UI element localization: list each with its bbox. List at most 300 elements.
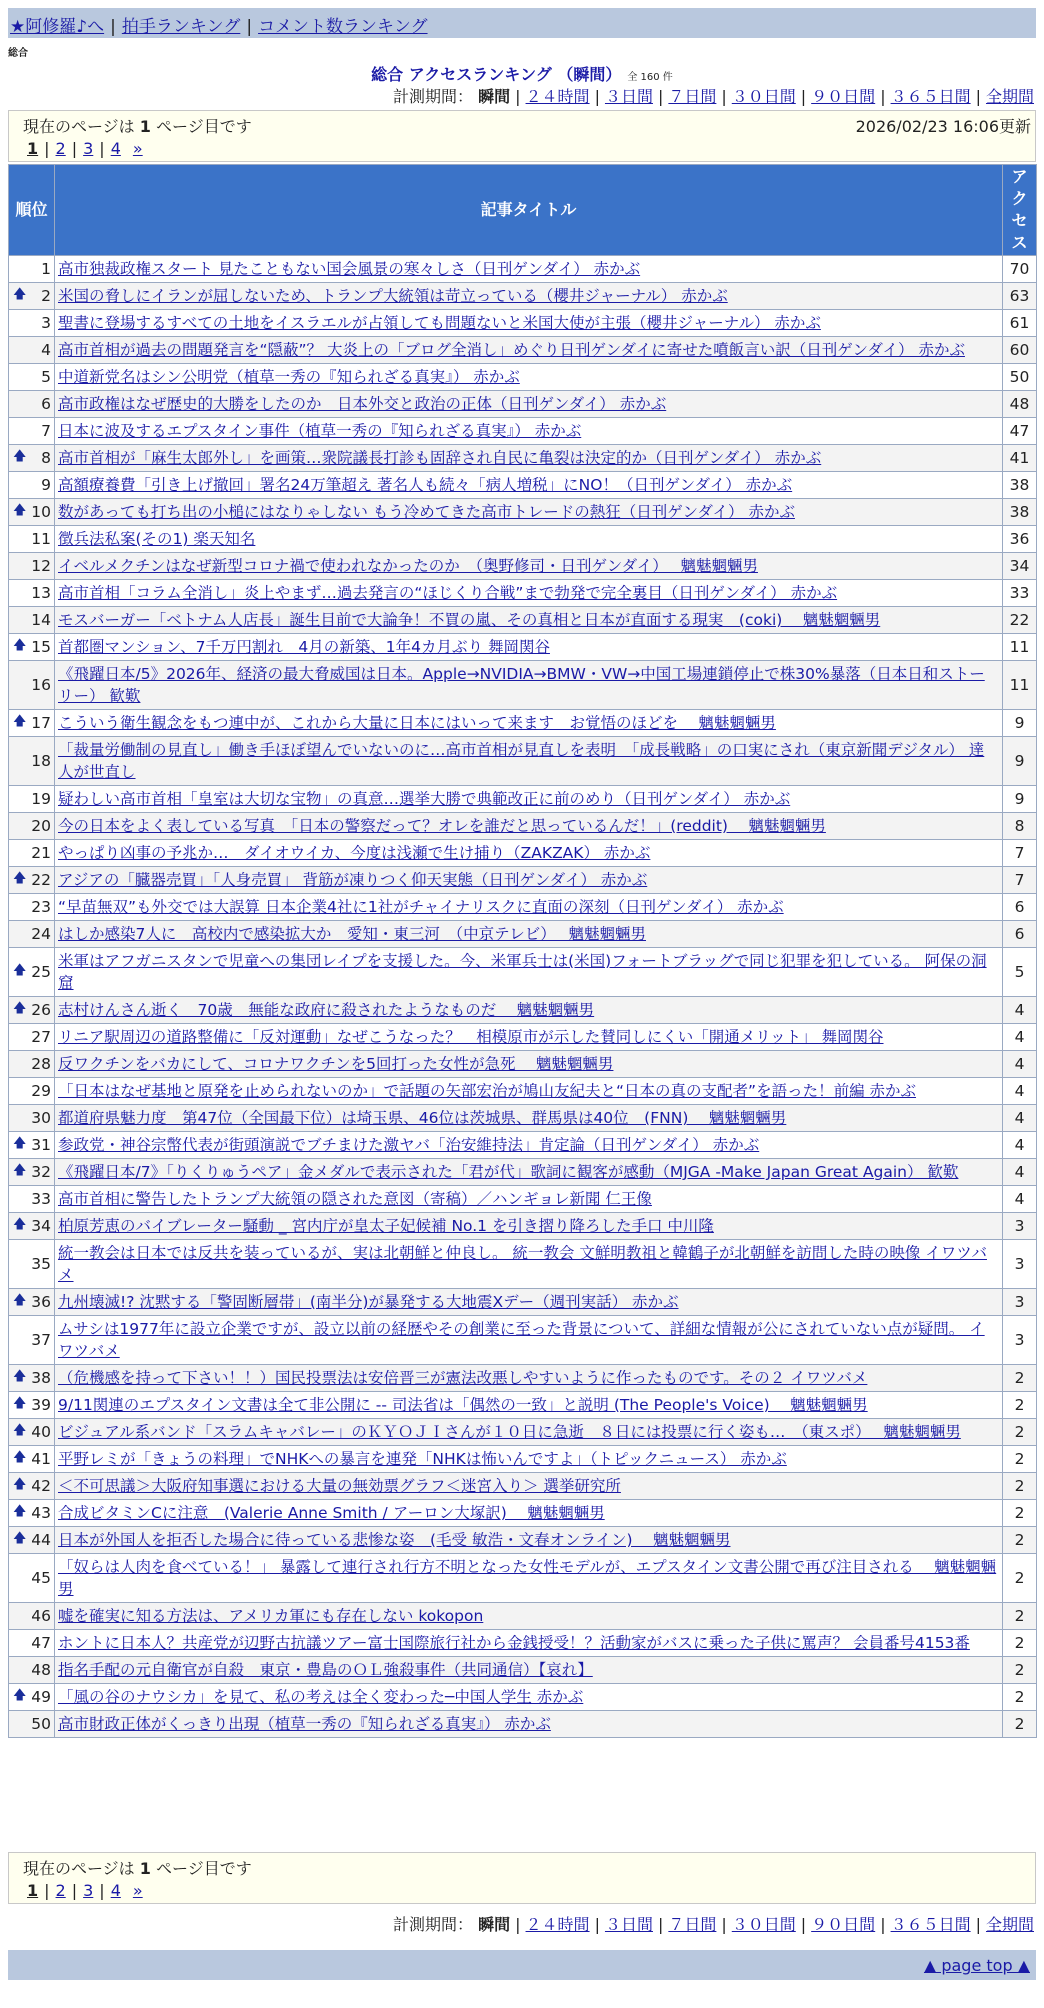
title-cell <box>55 1213 1003 1240</box>
rank-number: 27 <box>31 1028 51 1046</box>
article-title-link[interactable]: やっぱり凶事の予兆か… ダイオウイカ、今度は浅瀬で生け捕り（ZAKZAK） 赤かぶ <box>58 844 651 862</box>
pager-bottom: 1 | 2 | 3 | 4 » <box>27 1881 143 1900</box>
table-row <box>9 1105 1037 1132</box>
up-arrow-icon: 🡅 <box>13 286 27 302</box>
rank-cell <box>9 1473 55 1500</box>
article-title-link[interactable]: 高市首相が過去の問題発言を“隠蔽”？ 大炎上の「ブログ全消し」めぐり日刊ゲンダイに寄せた噴飯言い訳（日刊ゲンダイ） 赤かぶ <box>58 341 965 359</box>
rank-number: 23 <box>31 898 51 916</box>
rank-cell <box>9 1711 55 1738</box>
title-cell <box>55 1603 1003 1630</box>
title-cell <box>55 1446 1003 1473</box>
up-arrow-icon: 🡅 <box>13 1216 27 1232</box>
table-row <box>9 634 1037 661</box>
rank-cell <box>9 710 55 737</box>
access-count: 4 <box>1003 1078 1037 1105</box>
title-cell <box>55 1051 1003 1078</box>
access-count: 4 <box>1003 1024 1037 1051</box>
header-title: 記事タイトル <box>55 165 1003 256</box>
rank-cell <box>9 418 55 445</box>
pager-page-4[interactable]: 4 <box>110 139 121 158</box>
period-365d-link[interactable]: ３６５日間 <box>890 1915 971 1934</box>
access-count: 4 <box>1003 1159 1037 1186</box>
access-count: 61 <box>1003 310 1037 337</box>
period-90d-link[interactable]: ９０日間 <box>811 1915 876 1934</box>
title-cell <box>55 580 1003 607</box>
rank-cell <box>9 737 55 786</box>
title-cell <box>55 661 1003 710</box>
title-cell <box>55 921 1003 948</box>
table-row <box>9 921 1037 948</box>
article-title-link[interactable]: 数があっても打ち出の小槌にはなりゃしない もう冷めてきた高市トレードの熱狂（日刊ゲンダイ） 赤かぶ <box>58 503 795 521</box>
access-count: 7 <box>1003 840 1037 867</box>
table-row <box>9 1500 1037 1527</box>
table-row <box>9 499 1037 526</box>
table-row <box>9 813 1037 840</box>
access-count: 2 <box>1003 1500 1037 1527</box>
article-title-link[interactable]: 《飛躍日本/5》2026年、経済の最大脅威国は日本。Apple→NVIDIA→BMW・VW→中国工場連鎖停止で株30%暴落（日本日和ストーリー） 歓歎 <box>58 665 985 705</box>
clap-ranking-link[interactable]: 拍手ランキング <box>121 17 241 37</box>
title-cell <box>55 1657 1003 1684</box>
pager-page-3[interactable]: 3 <box>83 139 94 158</box>
page-top-link[interactable]: ▲ page top ▲ <box>923 1956 1030 1975</box>
table-row <box>9 840 1037 867</box>
rank-number: 48 <box>31 1661 51 1679</box>
article-title-link[interactable]: 参政党・神谷宗幣代表が街頭演説でブチまけた激ヤバ「治安維持法」肯定論（日刊ゲンダイ） 赤かぶ <box>58 1136 760 1154</box>
article-title-link[interactable]: 反ワクチンをバカにして、コロナワクチンを5回打った女性が急死 魑魅魍魎男 <box>58 1055 614 1073</box>
rank-number: 2 <box>41 287 51 305</box>
title-cell <box>55 1024 1003 1051</box>
rank-number: 50 <box>31 1715 51 1733</box>
rank-number: 6 <box>41 395 51 413</box>
title-cell <box>55 813 1003 840</box>
table-row <box>9 1186 1037 1213</box>
table-row <box>9 1213 1037 1240</box>
rank-cell <box>9 1289 55 1316</box>
title-cell <box>55 710 1003 737</box>
article-title-link[interactable]: ビジュアル系バンド「スラムキャバレー」のＫＹＯＪＩさんが１０日に急逝 ８日には投票に行く姿も… （東スポ） 魑魅魍魎男 <box>58 1423 961 1441</box>
pager-page-3[interactable]: 3 <box>83 1881 94 1900</box>
article-title-link[interactable]: 「奴らは人肉を食べている！」 暴露して連行され行方不明となった女性モデルが、エプスタイン文書公開で再び注目される 魑魅魍魎男 <box>58 1558 997 1598</box>
rank-number: 47 <box>31 1634 51 1652</box>
rank-number: 49 <box>31 1688 51 1706</box>
access-count: 34 <box>1003 553 1037 580</box>
table-row <box>9 472 1037 499</box>
title-cell <box>55 840 1003 867</box>
pager-top: 1 | 2 | 3 | 4 » <box>27 139 143 158</box>
title-cell <box>55 1132 1003 1159</box>
table-row <box>9 1527 1037 1554</box>
rank-number: 9 <box>41 476 51 494</box>
pager-page-2[interactable]: 2 <box>55 1881 66 1900</box>
table-row <box>9 607 1037 634</box>
access-count: 9 <box>1003 710 1037 737</box>
article-title-link[interactable]: 9/11関連のエプスタイン文書は全て非公開に -- 司法省は「偶然の一致」と説明 (The People's Voice) 魑魅魍魎男 <box>58 1396 868 1414</box>
access-count: 50 <box>1003 364 1037 391</box>
article-title-link[interactable]: ムサシは1977年に設立企業ですが、設立以前の経歴やその創業に至った背景について、詳細な情報が公にされていない点が疑問。 イワツバメ <box>58 1320 985 1360</box>
up-arrow-icon: 🡅 <box>13 713 27 729</box>
access-count: 22 <box>1003 607 1037 634</box>
article-title-link[interactable]: 柏原芳恵のバイブレーター騒動 _ 宮内庁が皇太子妃候補 No.1 を引き摺り降ろした手口 中川隆 <box>58 1217 714 1235</box>
article-title-link[interactable]: 「裁量労働制の見直し」働き手ほぼ望んでいないのに…高市首相が見直しを表明 「成長戦略」の口実にされ（東京新聞デジタル） 達人が世直し <box>58 741 985 781</box>
rank-number: 37 <box>31 1331 51 1349</box>
article-title-link[interactable]: 《飛躍日本/7》「りくりゅうペア」金メダルで表示された「君が代」歌詞に観客が感動（MJGA -Make Japan Great Again） 歓歎 <box>58 1163 959 1181</box>
access-count: 2 <box>1003 1527 1037 1554</box>
rank-number: 33 <box>31 1190 51 1208</box>
article-title-link[interactable]: リニア駅周辺の道路整備に「反対運動」なぜこうなった？ 相模原市が示した賛同しにくい「開通メリット」 舞岡関谷 <box>58 1028 884 1046</box>
period-label: 計測期間： <box>393 1915 474 1934</box>
period-all-link[interactable]: 全期間 <box>985 87 1034 106</box>
access-count: 2 <box>1003 1446 1037 1473</box>
rank-cell <box>9 1365 55 1392</box>
article-title-link[interactable]: 高額療養費「引き上げ撤回」署名24万筆超え 著名人も続々「病人増税」にNO！（日刊ゲンダイ） 赤かぶ <box>58 476 793 494</box>
page-info-top <box>8 110 1036 162</box>
table-row <box>9 1392 1037 1419</box>
access-count: 4 <box>1003 1105 1037 1132</box>
pager-page-2[interactable]: 2 <box>55 139 66 158</box>
article-title-link[interactable]: 徴兵法私案(その1) 楽天知名 <box>58 530 256 548</box>
table-row <box>9 867 1037 894</box>
rank-cell <box>9 997 55 1024</box>
article-title-link[interactable]: 嘘を確実に知る方法は、アメリカ軍にも存在しない kokopon <box>58 1607 484 1625</box>
up-arrow-icon: 🡅 <box>13 1449 27 1465</box>
access-count: 2 <box>1003 1554 1037 1603</box>
table-row <box>9 445 1037 472</box>
period-7d-link[interactable]: ７日間 <box>668 87 717 106</box>
rank-number: 5 <box>41 368 51 386</box>
table-row <box>9 526 1037 553</box>
article-title-link[interactable]: ホントに日本人？共産党が辺野古抗議ツアー富士国際旅行社から金銭授受！？活動家がバスに乗った子供に罵声？ 会員番号4153番 <box>58 1634 970 1652</box>
rank-number: 20 <box>31 817 51 835</box>
article-title-link[interactable]: 平野レミが「きょうの料理」でNHKへの暴言を連発「NHKは怖いんですよ」（トピックニュース） 赤かぶ <box>58 1450 787 1468</box>
title-cell <box>55 364 1003 391</box>
article-title-link[interactable]: 指名手配の元自衛官が自殺 東京・豊島のＯＬ強殺事件（共同通信）【哀れ】 <box>58 1661 593 1679</box>
period-label: 計測期間： <box>393 87 474 106</box>
period-90d-link[interactable]: ９０日間 <box>811 87 876 106</box>
title-cell <box>55 526 1003 553</box>
access-count: 4 <box>1003 1051 1037 1078</box>
article-title-link[interactable]: 高市首相に警告したトランプ大統領の隠された意図（寄稿）／ハンギョレ新聞 仁王像 <box>58 1190 652 1208</box>
up-arrow-icon: 🡅 <box>13 1368 27 1384</box>
article-title-link[interactable]: 首都圏マンション、7千万円割れ 4月の新築、1年4カ月ぶり 舞岡関谷 <box>58 638 550 656</box>
rank-number: 3 <box>41 314 51 332</box>
table-row <box>9 364 1037 391</box>
access-count: 5 <box>1003 948 1037 997</box>
rank-cell <box>9 1051 55 1078</box>
article-title-link[interactable]: 高市首相が「麻生太郎外し」を画策…衆院議長打診も固辞され自民に亀裂は決定的か（日刊ゲンダイ） 赤かぶ <box>58 449 822 467</box>
access-count: 36 <box>1003 526 1037 553</box>
access-count: 2 <box>1003 1603 1037 1630</box>
rank-cell <box>9 1630 55 1657</box>
footer-bar <box>8 1950 1036 1980</box>
title-cell <box>55 553 1003 580</box>
article-title-link[interactable]: はしか感染7人に 高校内で感染拡大か 愛知・東三河 （中京テレビ） 魑魅魍魎男 <box>58 925 646 943</box>
rank-number: 32 <box>31 1163 51 1181</box>
access-count: 2 <box>1003 1657 1037 1684</box>
table-row <box>9 1051 1037 1078</box>
article-title-link[interactable]: 高市政権はなぜ歴史的大勝をしたのか 日本外交と政治の正体（日刊ゲンダイ） 赤かぶ <box>58 395 667 413</box>
rank-cell <box>9 1316 55 1365</box>
access-count: 2 <box>1003 1711 1037 1738</box>
rank-cell <box>9 894 55 921</box>
title-cell <box>55 1316 1003 1365</box>
rank-cell <box>9 1159 55 1186</box>
article-title-link[interactable]: 高市独裁政権スタート 見たこともない国会風景の寒々しさ（日刊ゲンダイ） 赤かぶ <box>58 260 641 278</box>
title-cell <box>55 1392 1003 1419</box>
table-row <box>9 1289 1037 1316</box>
article-title-link[interactable]: 聖書に登場するすべての土地をイスラエルが占領しても問題ないと米国大使が主張（櫻井ジャーナル） 赤かぶ <box>58 314 821 332</box>
rank-cell <box>9 1240 55 1289</box>
article-title-link[interactable]: こういう衛生観念をもつ連中が、これから大量に日本にはいって来ます お覚悟のほどを 魑魅魍魎男 <box>58 714 776 732</box>
table-row <box>9 1159 1037 1186</box>
rank-cell <box>9 364 55 391</box>
pager-page-4[interactable]: 4 <box>110 1881 121 1900</box>
rank-cell <box>9 337 55 364</box>
period-3d-link[interactable]: ３日間 <box>604 87 653 106</box>
pager-next[interactable]: » <box>132 1881 143 1900</box>
rank-number: 8 <box>41 449 51 467</box>
access-count: 60 <box>1003 337 1037 364</box>
period-30d-link[interactable]: ３０日間 <box>731 87 796 106</box>
title-cell <box>55 391 1003 418</box>
table-row <box>9 1657 1037 1684</box>
article-title-link[interactable]: 高市首相「コラム全消し」炎上やまず…過去発言の“ほじくり合戦”まで勃発で完全裏目（日刊ゲンダイ） 赤かぶ <box>58 584 838 602</box>
rank-cell <box>9 1500 55 1527</box>
current-page-text-bottom: 現在のページは 1 ページ目です <box>23 1859 252 1878</box>
rank-number: 1 <box>41 260 51 278</box>
table-row <box>9 1684 1037 1711</box>
table-row <box>9 580 1037 607</box>
title-cell <box>55 472 1003 499</box>
article-title-link[interactable]: 中道新党名はシン公明党（植草一秀の『知られざる真実』） 赤かぶ <box>58 368 520 386</box>
period-all-link[interactable]: 全期間 <box>985 1915 1034 1934</box>
table-row <box>9 1554 1037 1603</box>
table-row <box>9 1603 1037 1630</box>
rank-number: 18 <box>31 752 51 770</box>
rank-number: 38 <box>31 1369 51 1387</box>
up-arrow-icon: 🡅 <box>13 870 27 886</box>
period-365d-link[interactable]: ３６５日間 <box>890 87 971 106</box>
table-row <box>9 1078 1037 1105</box>
up-arrow-icon: 🡅 <box>13 448 27 464</box>
table-row <box>9 894 1037 921</box>
rank-cell <box>9 310 55 337</box>
header-rank: 順位 <box>9 165 55 256</box>
table-row <box>9 256 1037 283</box>
article-title-link[interactable]: ＜不可思議＞大阪府知事選における大量の無効票グラフ＜迷宮入り＞ 選挙研究所 <box>58 1477 621 1495</box>
title-cell <box>55 1078 1003 1105</box>
table-row <box>9 283 1037 310</box>
period-30d-link[interactable]: ３０日間 <box>731 1915 796 1934</box>
article-title-link[interactable]: 志村けんさん逝く 70歳 無能な政府に殺されたようなものだ 魑魅魍魎男 <box>58 1001 595 1019</box>
access-count: 2 <box>1003 1473 1037 1500</box>
title-cell <box>55 1630 1003 1657</box>
article-title-link[interactable]: 高市財政正体がくっきり出現（植草一秀の『知られざる真実』） 赤かぶ <box>58 1715 551 1733</box>
article-title-link[interactable]: “早苗無双”も外交では大誤算 日本企業4社に1社がチャイナリスクに直面の深刻（日刊ゲンダイ） 赤かぶ <box>58 898 784 916</box>
period-selector-top: 計測期間： 瞬間 | ２４時間 | ３日間 | ７日間 | ３０日間 | ９０日間 | ３６５日間 | 全期間 <box>393 87 1034 106</box>
table-row <box>9 997 1037 1024</box>
table-row <box>9 310 1037 337</box>
rank-cell <box>9 1603 55 1630</box>
rank-number: 46 <box>31 1607 51 1625</box>
title-cell <box>55 310 1003 337</box>
page-title <box>0 62 1044 85</box>
rank-cell <box>9 607 55 634</box>
title-cell <box>55 1105 1003 1132</box>
header-access: アクセス <box>1003 165 1037 256</box>
access-count: 2 <box>1003 1419 1037 1446</box>
article-title-link[interactable]: 米国の脅しにイランが屈しないため、トランプ大統領は苛立っている（櫻井ジャーナル） 赤かぶ <box>58 287 728 305</box>
updated-timestamp: 2026/02/23 16:06更新 <box>855 117 1031 136</box>
period-selector-bottom: 計測期間： 瞬間 | ２４時間 | ３日間 | ７日間 | ３０日間 | ９０日間 | ３６５日間 | 全期間 <box>393 1915 1034 1934</box>
article-title-link[interactable]: 日本が外国人を拒否した場合に待っている悲惨な姿 (毛受 敏浩・文春オンライン) 魑魅魍魎男 <box>58 1531 731 1549</box>
access-count: 3 <box>1003 1213 1037 1240</box>
article-title-link[interactable]: 日本に波及するエプスタイン事件（植草一秀の『知られざる真実』） 赤かぶ <box>58 422 582 440</box>
up-arrow-icon: 🡅 <box>13 637 27 653</box>
current-page-text: 現在のページは 1 ページ目です <box>23 117 252 136</box>
table-row <box>9 1630 1037 1657</box>
rank-number: 40 <box>31 1423 51 1441</box>
period-current: 瞬間 <box>478 1915 511 1934</box>
title-cell <box>55 418 1003 445</box>
access-count: 9 <box>1003 786 1037 813</box>
up-arrow-icon: 🡅 <box>13 1476 27 1492</box>
pager-current-page: 1 <box>27 1881 39 1900</box>
access-count: 48 <box>1003 391 1037 418</box>
ranking-title: 総合 アクセスランキング （瞬間） <box>371 65 622 84</box>
rank-number: 24 <box>31 925 51 943</box>
article-title-link[interactable]: 都道府県魅力度 第47位（全国最下位）は埼玉県、46位は茨城県、群馬県は40位 (FNN) 魑魅魍魎男 <box>58 1109 787 1127</box>
home-link[interactable]: ★阿修羅♪へ <box>10 17 105 37</box>
table-row <box>9 553 1037 580</box>
article-title-link[interactable]: 合成ビタミンCに注意 (Valerie Anne Smith / アーロン大塚訳) 魑魅魍魎男 <box>58 1504 605 1522</box>
rank-number: 26 <box>31 1001 51 1019</box>
rank-cell <box>9 1554 55 1603</box>
access-count: 63 <box>1003 283 1037 310</box>
rank-number: 35 <box>31 1255 51 1273</box>
table-row <box>9 418 1037 445</box>
title-cell <box>55 1419 1003 1446</box>
title-cell <box>55 1365 1003 1392</box>
up-arrow-icon: 🡅 <box>13 962 27 978</box>
rank-cell <box>9 1657 55 1684</box>
table-row <box>9 710 1037 737</box>
rank-number: 10 <box>31 503 51 521</box>
article-title-link[interactable]: モスバーガー「ベトナム人店長」誕生目前で大論争！不買の嵐、その真相と日本が直面する現実 (coki) 魑魅魍魎男 <box>58 611 881 629</box>
article-title-link[interactable]: 「日本はなぜ基地と原発を止められないのか」で話題の矢部宏治が鳩山友紀夫と“日本の真の支配者”を語った！前編 赤かぶ <box>58 1082 916 1100</box>
period-24h-link[interactable]: ２４時間 <box>525 1915 590 1934</box>
rank-cell <box>9 1132 55 1159</box>
title-cell <box>55 1473 1003 1500</box>
up-arrow-icon: 🡅 <box>13 1687 27 1703</box>
rank-cell <box>9 526 55 553</box>
rank-cell <box>9 1024 55 1051</box>
access-count: 2 <box>1003 1684 1037 1711</box>
section-tag: 総合 <box>8 48 28 59</box>
rank-cell <box>9 1527 55 1554</box>
top-nav-bar <box>8 8 1036 38</box>
table-row <box>9 1365 1037 1392</box>
article-title-link[interactable]: イベルメクチンはなぜ新型コロナ禍で使われなかったのか （奥野修司・日刊ゲンダイ） 魑魅魍魎男 <box>58 557 758 575</box>
article-title-link[interactable]: 米軍はアフガニスタンで児童への集団レイプを支援した。今、米軍兵士は(米国)フォートブラッグで同じ犯罪を犯している。 阿保の洞窟 <box>58 952 987 992</box>
rank-cell <box>9 580 55 607</box>
rank-cell <box>9 1419 55 1446</box>
table-row <box>9 786 1037 813</box>
title-cell <box>55 948 1003 997</box>
access-count: 9 <box>1003 737 1037 786</box>
title-cell <box>55 1289 1003 1316</box>
rank-number: 39 <box>31 1396 51 1414</box>
rank-cell <box>9 1078 55 1105</box>
ranking-table <box>8 164 1037 1738</box>
article-title-link[interactable]: 九州壊滅!? 沈黙する「警固断層帯」(南半分)が暴発する大地震Xデー（週刊実話） 赤かぶ <box>58 1293 679 1311</box>
table-row <box>9 1024 1037 1051</box>
access-count: 6 <box>1003 921 1037 948</box>
rank-number: 15 <box>31 638 51 656</box>
access-count: 3 <box>1003 1240 1037 1289</box>
access-count: 8 <box>1003 813 1037 840</box>
rank-number: 43 <box>31 1504 51 1522</box>
rank-cell <box>9 391 55 418</box>
rank-number: 17 <box>31 714 51 732</box>
rank-cell <box>9 499 55 526</box>
article-title-link[interactable]: （危機感を持って下さい！！）国民投票法は安倍晋三が憲法改悪しやすいように作ったものです。その２ イワツバメ <box>58 1369 868 1387</box>
access-count: 6 <box>1003 894 1037 921</box>
title-cell <box>55 607 1003 634</box>
up-arrow-icon: 🡅 <box>13 1503 27 1519</box>
rank-cell <box>9 867 55 894</box>
article-title-link[interactable]: アジアの「臓器売買」「人身売買」 背筋が凍りつく仰天実態（日刊ゲンダイ） 赤かぶ <box>58 871 648 889</box>
comment-ranking-link[interactable]: コメント数ランキング <box>258 17 428 37</box>
rank-cell <box>9 445 55 472</box>
access-count: 11 <box>1003 661 1037 710</box>
total-count: 全 160 件 <box>627 72 673 83</box>
table-row <box>9 1240 1037 1289</box>
access-count: 2 <box>1003 1392 1037 1419</box>
article-title-link[interactable]: 疑わしい高市首相「皇室は大切な宝物」の真意…選挙大勝で典範改正に前のめり（日刊ゲンダイ） 赤かぶ <box>58 790 791 808</box>
period-24h-link[interactable]: ２４時間 <box>525 87 590 106</box>
rank-number: 21 <box>31 844 51 862</box>
up-arrow-icon: 🡅 <box>13 1135 27 1151</box>
article-title-link[interactable]: 統一教会は日本では反共を装っているが、実は北朝鮮と仲良し。 統一教会 文鮮明教祖と韓鶴子が北朝鮮を訪問した時の映像 イワツバメ <box>58 1244 987 1284</box>
table-row <box>9 737 1037 786</box>
up-arrow-icon: 🡅 <box>13 1395 27 1411</box>
title-cell <box>55 1186 1003 1213</box>
period-7d-link[interactable]: ７日間 <box>668 1915 717 1934</box>
title-cell <box>55 445 1003 472</box>
up-arrow-icon: 🡅 <box>13 1422 27 1438</box>
table-header-row <box>9 165 1037 256</box>
article-title-link[interactable]: 「風の谷のナウシカ」を見て、私の考えは全く変わった─中国人学生 赤かぶ <box>58 1688 584 1706</box>
pager-next[interactable]: » <box>132 139 143 158</box>
page-info-bottom <box>8 1852 1036 1904</box>
table-row <box>9 1132 1037 1159</box>
access-count: 2 <box>1003 1630 1037 1657</box>
title-cell <box>55 1554 1003 1603</box>
nav-separator: | <box>110 17 116 37</box>
rank-number: 7 <box>41 422 51 440</box>
table-row <box>9 337 1037 364</box>
access-count: 4 <box>1003 1186 1037 1213</box>
article-title-link[interactable]: 今の日本をよく表している写真 「日本の警察だって？オレを誰だと思っているんだ！」(reddit) 魑魅魍魎男 <box>58 817 826 835</box>
rank-number: 22 <box>31 871 51 889</box>
access-count: 3 <box>1003 1316 1037 1365</box>
title-cell <box>55 337 1003 364</box>
title-cell <box>55 737 1003 786</box>
access-count: 41 <box>1003 445 1037 472</box>
rank-cell <box>9 634 55 661</box>
rank-cell <box>9 661 55 710</box>
period-3d-link[interactable]: ３日間 <box>604 1915 653 1934</box>
